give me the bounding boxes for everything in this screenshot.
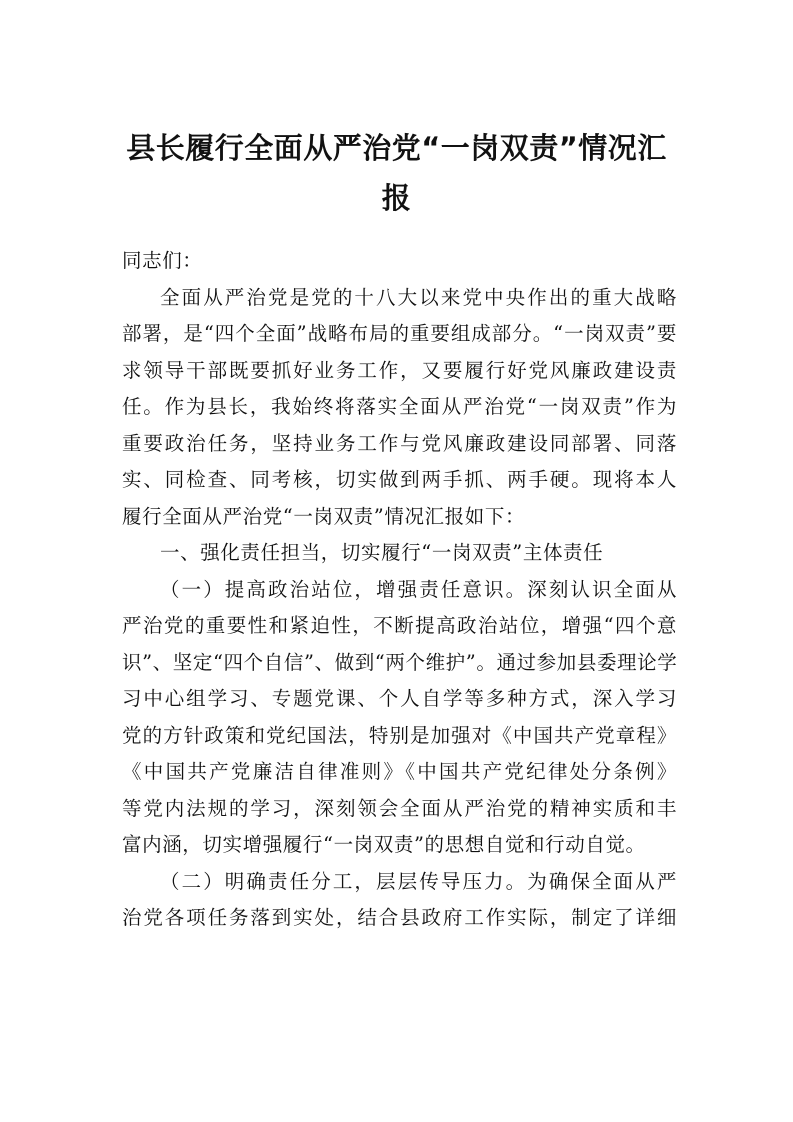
section-heading: 一、强化责任担当，切实履行“一岗双责”主体责任 — [160, 541, 604, 564]
document-title-line-2: 报 — [381, 181, 412, 215]
paragraph-line: 履行全面从严治党“一岗双责”情况汇报如下： — [122, 504, 526, 528]
salutation: 同志们： — [122, 249, 203, 272]
paragraph-line: 识”、坚定“四个自信”、做到“两个维护”。通过参加县委理论学 — [122, 650, 678, 674]
paragraph-line: 部署，是“四个全面”战略布局的重要组成部分。“一岗双责”要 — [122, 322, 677, 345]
paragraph-line: （一）提高政治站位，增强责任意识。深刻认识全面从 — [160, 577, 677, 601]
paragraph-line: 党的方针政策和党纪国法，特别是加强对《中国共产党章程》 — [122, 723, 677, 747]
paragraph-line: 严治党的重要性和紧迫性，不断提高政治站位，增强“四个意 — [122, 614, 677, 637]
paragraph-line: 全面从严治党是党的十八大以来党中央作出的重大战略 — [160, 285, 677, 309]
paragraph-line: 习中心组学习、专题党课、个人自学等多种方式，深入学习 — [122, 687, 677, 710]
paragraph-line: 富内涵，切实增强履行“一岗双责”的思想自觉和行动自觉。 — [122, 833, 646, 856]
paragraph-line: 重要政治任务，坚持业务工作与党风廉政建设同部署、同落 — [122, 431, 677, 455]
paragraph-line: 《中国共产党廉洁自律准则》《中国共产党纪律处分条例》 — [122, 760, 677, 783]
paragraph-line: 任。作为县长，我始终将落实全面从严治党“一岗双责”作为 — [122, 395, 677, 418]
document-title-line-1: 县长履行全面从严治党“一岗双责”情况汇 — [126, 131, 667, 165]
paragraph-line: （二）明确责任分工，层层传导压力。为确保全面从严 — [160, 869, 677, 893]
paragraph-line: 实、同检查、同考核，切实做到两手抓、两手硬。现将本人 — [122, 468, 677, 491]
document-body — [122, 243, 677, 937]
paragraph-line: 求领导干部既要抓好业务工作，又要履行好党风廉政建设责 — [122, 358, 677, 382]
paragraph-line: 等党内法规的学习，深刻领会全面从严治党的精神实质和丰 — [122, 796, 677, 820]
paragraph-line: 治党各项任务落到实处，结合县政府工作实际，制定了详细 — [122, 906, 677, 929]
